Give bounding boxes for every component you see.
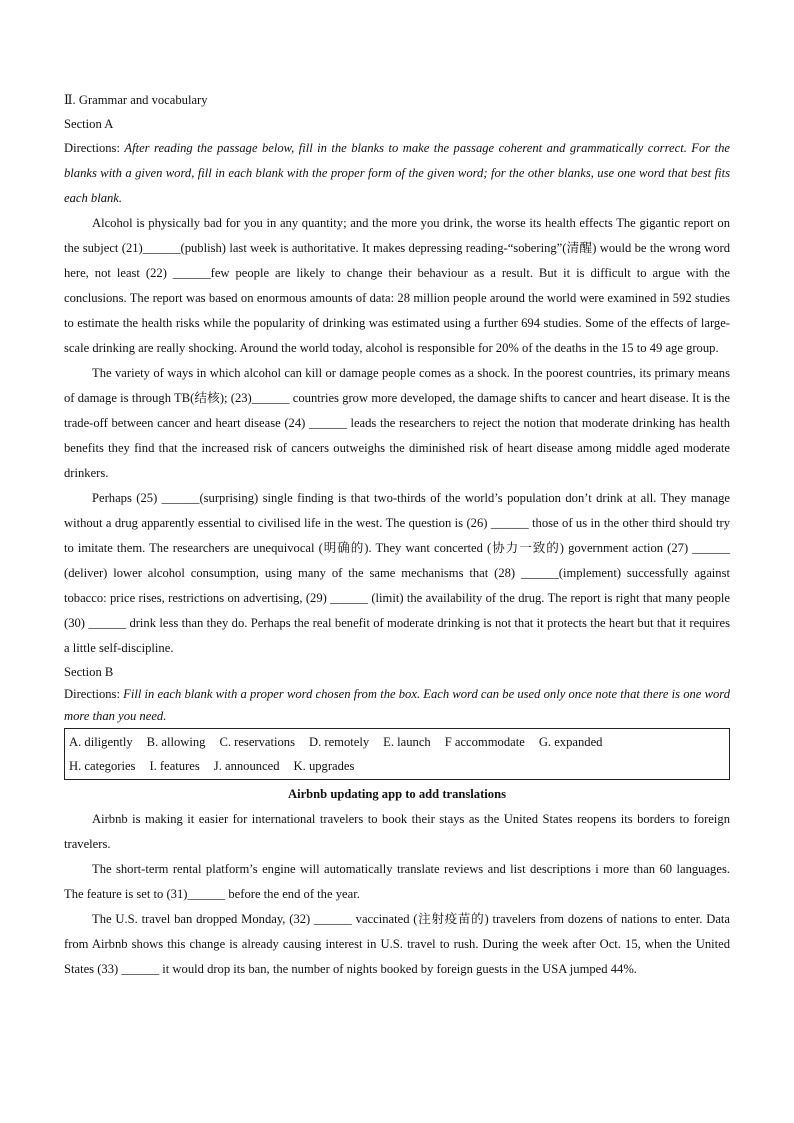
section-a-paragraph-2: The variety of ways in which alcohol can kill or damage people comes as a shock. In the poorest countries, its primary means of damage is through TB(结核); (23)______ countries grow more developed, the damage shifts to cancer and heart disease. It is the trade-off between cancer and heart disease (24) ______ leads the researchers to reject the notion that moderate drinking has health benefits they find that the increased risk of cancers outweighs the diminished risk of heart disease among middle aged moderate drinkers. [64, 366, 730, 480]
section-a-paragraph-1: Alcohol is physically bad for you in any quantity; and the more you drink, the worse its health effects The gigantic report on the subject (21)______(publish) last week is authoritative. It makes depressing reading-“sobering”(清醒) would be the wrong word here, not least (22) ______few people are likely to change their behaviour as a result. But it is difficult to argue with the conclusions. The report was based on enormous amounts of data: 28 million people around the world were examined in 592 studies to estimate the health risks while the popularity of drinking was estimated using a further 694 studies. Some of the effects of large-scale drinking are really shocking. Around the world today, alcohol is responsible for 20% of the deaths in the 15 to 49 age group. [64, 216, 730, 355]
word-option: I. features [149, 759, 200, 773]
section-b-paragraph-3: The U.S. travel ban dropped Monday, (32) ______ vaccinated (注射疫苗的) travelers from dozens of nations to enter. Data from Airbnb shows this change is already causing interest in U.S. travel to rush. During the week after Oct. 15, when the United States (33) ______ it would drop its ban, the number of nights booked by foreign guests in the USA jumped 44%. [64, 912, 730, 976]
word-option: E. launch [383, 735, 431, 749]
section-b-paragraph-1: Airbnb is making it easier for international travelers to book their stays as the United States reopens its borders to foreign travelers. [64, 812, 730, 851]
directions-label: Directions: [64, 687, 120, 701]
section-a-directions [64, 136, 730, 211]
word-option: C. reservations [219, 735, 295, 749]
section-b-label: Section B [64, 665, 114, 679]
word-option: K. upgrades [293, 759, 355, 773]
word-option: B. allowing [146, 735, 206, 749]
directions-text: Fill in each blank with a proper word chosen from the box. Each word can be used only once note that there is one word more than you need. [64, 687, 730, 723]
word-option: D. remotely [309, 735, 370, 749]
word-box-row-1 [69, 730, 725, 754]
word-option: G. expanded [538, 735, 603, 749]
directions-label: Directions: [64, 141, 120, 155]
word-option: H. categories [69, 759, 136, 773]
worksheet-page [64, 88, 730, 982]
word-option: A. diligently [69, 735, 133, 749]
word-option: J. announced [213, 759, 280, 773]
section-b-directions [64, 683, 730, 727]
section-a-label: Section A [64, 117, 114, 131]
word-box-row-2 [69, 754, 725, 778]
section-b-paragraph-2: The short-term rental platform’s engine will automatically translate reviews and list descriptions i more than 60 languages. The feature is set to (31)______ before the end of the year. [64, 862, 730, 901]
article-title: Airbnb updating app to add translations [287, 787, 507, 801]
section-a-paragraph-3: Perhaps (25) ______(surprising) single finding is that two-thirds of the world’s population don’t drink at all. They manage without a drug apparently essential to civilised life in the west. The question is (26) ______ those of us in the other third should try to imitate them. The researchers are unequivocal (明确的). They want concerted (协力一致的) government action (27) ______ (deliver) lower alcohol consumption, using many of the same mechanisms that (28) ______(implement) successfully against tobacco: price rises, restrictions on advertising, (29) ______ (limit) the availability of the drug. The report is right that many people (30) ______ drink less than they do. Perhaps the real benefit of moderate drinking is not that it protects the heart but that it requires a little self-discipline. [64, 491, 730, 655]
part-heading: Ⅱ. Grammar and vocabulary [64, 93, 208, 107]
directions-text: After reading the passage below, fill in the blanks to make the passage coherent and grammatically correct. For the blanks with a given word, fill in each blank with the proper form of the given word; for the other blanks, use one word that best fits each blank. [64, 141, 730, 205]
word-box [64, 728, 730, 780]
word-option: F accommodate [444, 735, 525, 749]
